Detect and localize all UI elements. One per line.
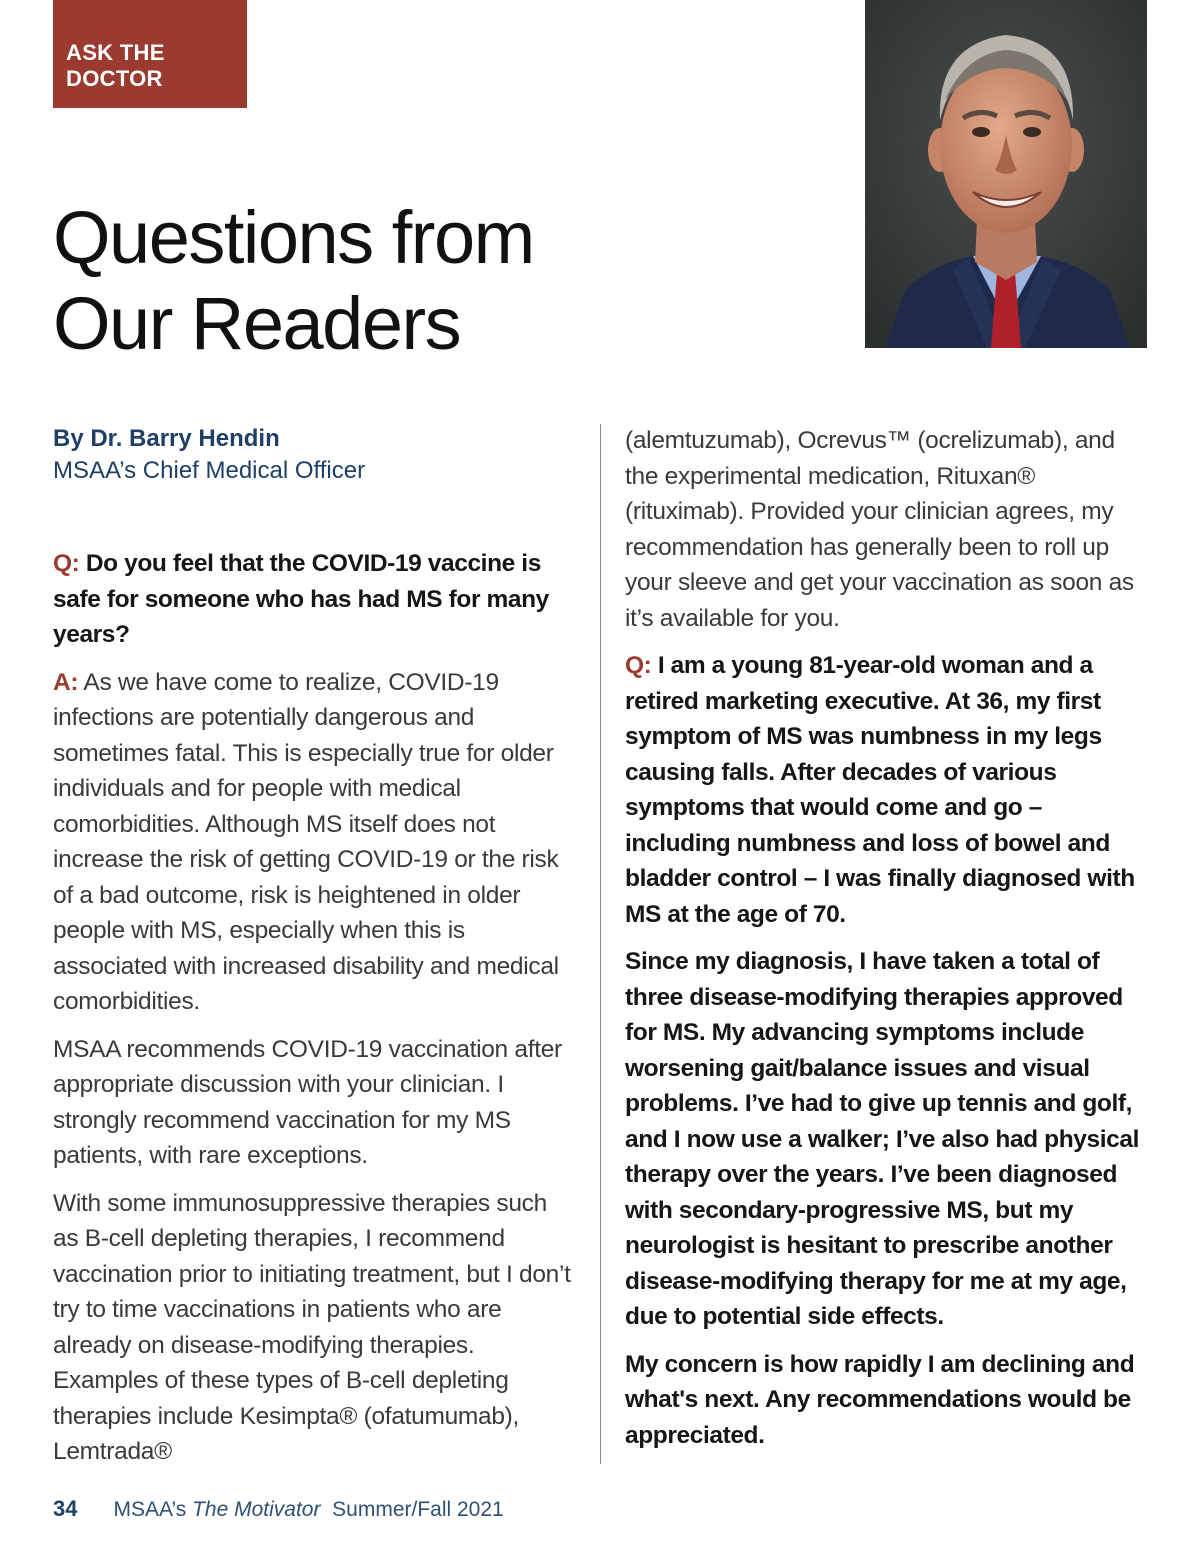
title-line2: Our Readers: [53, 282, 461, 365]
page-title: [53, 195, 673, 367]
title-line1: Questions from: [53, 196, 534, 279]
answer-1: [53, 665, 573, 1020]
answer-text: As we have come to realize, COVID-19 infections are potentially dangerous and sometimes fatal. This is especially true for older individuals and for people with medical comorbidities. Although MS itself does not increase the risk of getting COVID-19 or the risk of a bad outcome, risk is heightened in older people with MS, especially when this is associated with increased disability and medical comorbidities.: [53, 668, 559, 1015]
question-label: Q:: [625, 652, 652, 679]
question-2: [625, 648, 1153, 932]
question-label: Q:: [53, 550, 80, 577]
column-divider: [600, 424, 601, 1464]
question-2-paragraph-3: My concern is how rapidly I am declining and what's next. Any recommendations would be appreciated.: [625, 1350, 1135, 1449]
portrait-illustration: [865, 0, 1147, 348]
page-number: 34: [53, 1496, 78, 1521]
footer-org: MSAA’s: [113, 1498, 187, 1521]
issue-date: Summer/Fall 2021: [332, 1498, 504, 1521]
section-tag-line2: DOCTOR: [66, 66, 163, 91]
page-footer: [53, 1495, 653, 1524]
question-text: I am a young 81-year-old woman and a retired marketing executive. At 36, my first symptom of MS was numbness in my legs causing falls. After decades of various symptoms that would come and go – including numbness and loss of bowel and bladder control – I was finally diagnosed with MS at the age of 70.: [625, 652, 1135, 928]
question-1: [53, 546, 573, 653]
section-tag-line1: ASK THE: [66, 40, 165, 65]
left-column: [53, 546, 573, 1482]
answer-continued: (alemtuzumab), Ocrevus™ (ocrelizumab), and the experimental medication, Rituxan® (rituximab). Provided your clinician agrees, my recommendation has generally been to roll up your sleeve and get your vaccination as soon as it’s available for you.: [625, 427, 1134, 632]
question-2-paragraph-2: Since my diagnosis, I have taken a total of three disease-modifying therapies approved for MS. My advancing symptoms include worsening gait/balance issues and visual problems. I’ve had to give up tennis and golf, and I now use a walker; I’ve also had physical therapy over the years. I’ve been diagnosed with secondary-progressive MS, but my neurologist is hesitant to prescribe another disease-modifying therapy for me at my age, due to potential side effects.: [625, 948, 1139, 1330]
publication-name: The Motivator: [192, 1498, 321, 1521]
answer-paragraph-3: With some immunosuppressive therapies such as B-cell depleting therapies, I recommend vaccination prior to initiating treatment, but I don’t try to time vaccinations in patients who are already on disease-modifying therapies. Examples of these types of B-cell depleting therapies include Kesimpta® (ofatumumab), Lemtrada®: [53, 1189, 571, 1465]
doctor-portrait-photo: [865, 0, 1147, 348]
question-text: Do you feel that the COVID-19 vaccine is safe for someone who has had MS for many years?: [53, 550, 549, 648]
section-tag: [53, 0, 247, 108]
answer-paragraph-2: MSAA recommends COVID-19 vaccination after appropriate discussion with your clinician. I strongly recommend vaccination for my MS patients, with rare exceptions.: [53, 1035, 562, 1169]
right-column: [625, 423, 1153, 1465]
author-name: By Dr. Barry Hendin: [53, 425, 280, 452]
answer-label: A:: [53, 668, 79, 696]
author-role: MSAA’s Chief Medical Officer: [53, 457, 366, 484]
byline: [53, 424, 573, 488]
